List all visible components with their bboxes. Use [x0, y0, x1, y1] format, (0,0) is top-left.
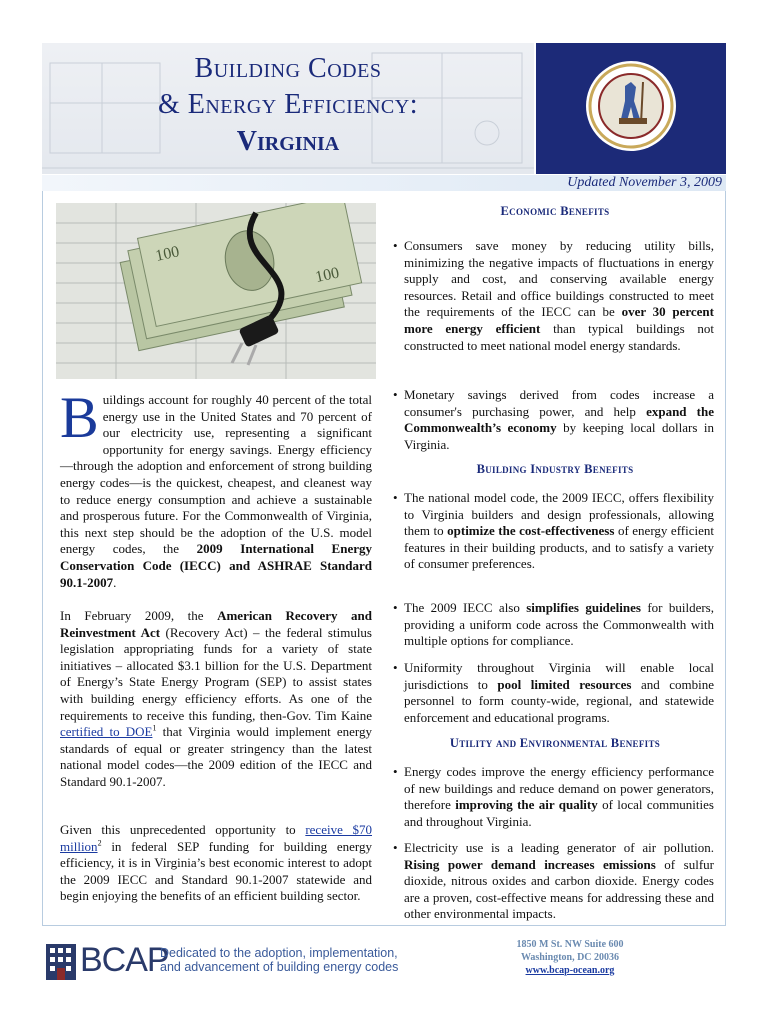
- industry-bullet-2: [392, 600, 714, 650]
- economic-bullet-1: [392, 238, 714, 354]
- ind-b3-text: Uniformity throughout Virginia will enable local jurisdictions to: [404, 660, 714, 692]
- econ-b2-bold: expand the Commonwealth’s economy: [404, 403, 714, 436]
- bcap-logo-text: BCAP: [80, 941, 169, 979]
- environmental-bullet-2: [392, 840, 714, 923]
- environmental-bullet-1: [392, 764, 714, 830]
- ind-b1-bold: optimize the cost-effectiveness: [447, 523, 615, 539]
- econ-b1-bold: over 30 percent more energy efficient: [404, 304, 714, 336]
- svg-text:100: 100: [313, 264, 341, 287]
- industry-bullet-1: [392, 490, 714, 573]
- drop-cap: B: [60, 385, 99, 450]
- intro-end: .: [113, 574, 117, 590]
- ind-b1-end: of energy efficient features in their building products, and to satisfy a variety of consumer preferences.: [404, 523, 715, 572]
- photo-illustration: [56, 203, 376, 379]
- econ-b1-end: than typical buildings not constructed to meet national model energy standards.: [404, 320, 714, 353]
- econ-b1-text: Consumers save money by reducing utility bills, minimizing the negative impacts of fluctuations in energy supply and cost, and conserving available energy resources. Retail and office buildings constructed to meet the requirements of the IECC can be: [404, 238, 714, 320]
- env-b1-bold: improving the air quality: [455, 797, 598, 813]
- title-state: Virginia: [236, 126, 340, 157]
- industry-bullet-3: [392, 660, 714, 726]
- receive-70-million-link[interactable]: receive $70 million: [60, 822, 372, 854]
- address-city: Washington, DC 20036: [520, 952, 620, 963]
- tagline-line-1: Dedicated to the adoption, implementation,: [160, 946, 398, 960]
- bcap-tagline: [160, 946, 398, 974]
- p2-text-c: that Virginia would implement energy standards of equal or greater stringency than the latest national model codes—the 2009 edition of the IECC and Standard 90.1-2007.: [60, 724, 372, 789]
- virginia-seal-icon: [585, 60, 677, 152]
- recovery-act-paragraph: [60, 608, 372, 791]
- env-b2-end: of sulfur dioxide, nitrous oxides and carbon dioxide. Energy codes are a proven, cost-effective means for addressing these and other environmental impacts.: [404, 856, 714, 922]
- tagline-line-2: and advancement of building energy codes: [160, 960, 399, 974]
- economic-benefits-heading: Economic Benefits: [500, 204, 610, 218]
- title-line-1: Building Codes: [194, 53, 382, 84]
- ind-b2-bold: simplifies guidelines: [526, 600, 641, 615]
- economic-bullet-2: [392, 387, 714, 453]
- p2-bold: American Recovery and Reinvestment Act: [60, 608, 372, 640]
- p3-text-a: Given this unprecedented opportunity to: [60, 822, 306, 837]
- p3-text-b: in federal SEP funding for building energy efficiency, it is in Virginia’s best economic interest to adopt the 2009 IECC and Standard 90.1-2007 statewide and begin enjoying the benefits of an efficient building sector.: [60, 838, 372, 904]
- p2-text-a: In February 2009, the: [60, 608, 218, 623]
- building-industry-heading: Building Industry Benefits: [476, 462, 634, 476]
- certified-to-doe-link[interactable]: certified to DOE: [60, 724, 153, 740]
- virginia-flag: [536, 43, 726, 174]
- env-b2-bold: Rising power demand increases emissions: [404, 856, 656, 872]
- page-header: [42, 43, 726, 174]
- svg-text:100: 100: [153, 243, 181, 265]
- intro-paragraph: [60, 385, 372, 591]
- title-line-2: & Energy Efficiency:: [157, 89, 418, 120]
- env-b1-end: of local communities and throughout Virginia.: [404, 797, 714, 829]
- intro-bold: 2009 International Energy Conservation Code (IECC) and ASHRAE Standard 90.1-2007: [60, 541, 372, 590]
- ind-b3-bold: pool limited resources: [497, 676, 632, 692]
- econ-b2-end: by keeping local dollars in Virginia.: [404, 420, 714, 452]
- bcap-address: [490, 938, 650, 977]
- ind-b3-end: and combine personnel to form county-wide, regional, and statewide enforcement and educational programs.: [404, 676, 714, 725]
- env-b1-text: Energy codes improve the energy efficiency performance of new buildings and reduce demand on power generators, therefore: [404, 764, 714, 813]
- econ-b2-text: Monetary savings derived from codes increase a consumer's purchasing power, and help: [404, 387, 714, 419]
- money-plug-photo: [56, 203, 376, 379]
- address-street: 1850 M St. NW Suite 600: [516, 939, 624, 950]
- website-link[interactable]: www.bcap-ocean.org: [525, 965, 615, 976]
- opportunity-paragraph: [60, 822, 372, 905]
- footnote-1: 1: [152, 723, 157, 733]
- footnote-2: 2: [97, 838, 102, 848]
- utility-environmental-heading: Utility and Environmental Benefits: [449, 736, 661, 750]
- p2-text-b: (Recovery Act) – the federal stimulus legislation appropriating funds for a variety of state initiatives – allocated $3.1 billion for the U.S. Department of Energy’s State Energy Program (SEP) to assist states with building energy efficiency efforts. As one of the requirements to receive this funding, then-Gov. Tim Kaine: [60, 624, 372, 723]
- intro-text: uildings account for roughly 40 percent of the total energy use in the United States and 70 percent of our electricity use, representing a significant opportunity for energy savings. Energy efficiency—through the adoption and enforcement of strong building energy codes—is the quickest, cheapest, and cleanest way to reduce energy consumption and achieve a sustainable and prosperous future. For the Commonwealth of Virginia, this next step should be the adoption of the U.S. model energy codes, the: [60, 392, 372, 557]
- updated-date: Updated November 3, 2009: [567, 175, 722, 190]
- ind-b1-text: The national model code, the 2009 IECC, offers flexibility to Virginia builders and design professionals, allowing them to: [404, 490, 714, 539]
- ind-b2-end: for builders, providing a uniform code across the Commonwealth with multiple options for compliance.: [404, 600, 714, 649]
- bcap-building-logo-icon: [44, 938, 78, 982]
- ind-b2-text: The 2009 IECC also: [404, 600, 527, 615]
- env-b2-text: Electricity use is a leading generator of air pollution.: [404, 840, 714, 855]
- title-block: [42, 51, 534, 161]
